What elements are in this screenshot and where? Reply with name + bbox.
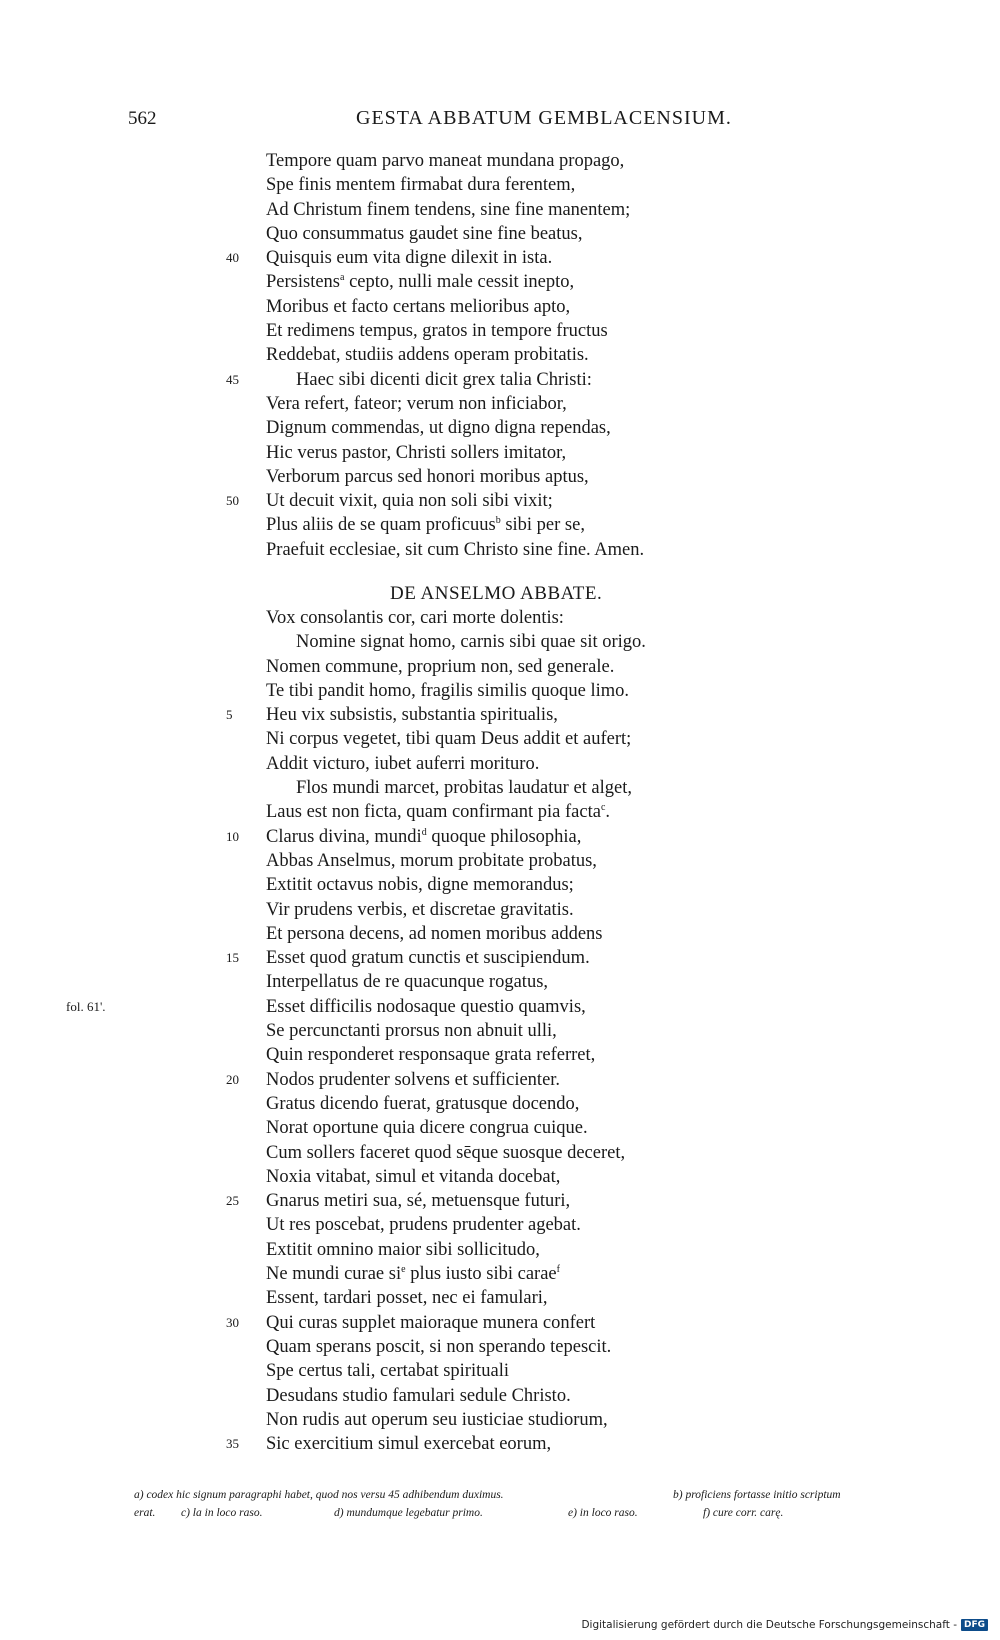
- verse-text-rest: sibi per se,: [500, 515, 585, 536]
- verse-line: [0, 465, 1000, 489]
- footnote-marker: e: [401, 1263, 406, 1275]
- verse-text-main: Vera refert, fateor; verum non inficiabor,: [266, 393, 567, 414]
- verse-text: [266, 1286, 548, 1310]
- line-number: 25: [226, 1193, 239, 1209]
- verse-text-main: Vir prudens verbis, et discretae gravitatis.: [266, 899, 574, 920]
- footnote-c: c) la in loco raso.: [181, 1507, 263, 1519]
- poem-de-anselmo: [0, 606, 1000, 1456]
- verse-text-main: Tempore quam parvo maneat mundana propago,: [266, 151, 625, 171]
- verse-line: [0, 513, 1000, 537]
- verse-text-main: Quisquis eum vita digne dilexit in ista.: [266, 248, 553, 269]
- verse-line: [0, 392, 1000, 416]
- verse-text-main: Plus aliis de se quam proficuus: [266, 515, 496, 536]
- verse-line: [0, 606, 1000, 630]
- verse-text: [266, 800, 610, 824]
- verse-line: [0, 655, 1000, 679]
- verse-text: [266, 1141, 625, 1165]
- credit-text: Digitalisierung gefördert durch die Deutsche Forschungsgemeinschaft -: [581, 1619, 957, 1631]
- verse-line: [0, 489, 1000, 513]
- line-number: 5: [226, 707, 233, 723]
- verse-text-main: Abbas Anselmus, morum probitate probatus,: [266, 850, 597, 871]
- verse-line: [0, 727, 1000, 751]
- verse-line: [0, 1043, 1000, 1067]
- verse-text-main: Spe certus tali, certabat spirituali: [266, 1361, 509, 1382]
- verse-text: [266, 1213, 581, 1237]
- verse-line: [0, 922, 1000, 946]
- verse-text: [266, 849, 597, 873]
- verse-line: [0, 630, 1000, 654]
- verse-line: [0, 270, 1000, 294]
- verse-text-main: Hic verus pastor, Christi sollers imitator,: [266, 442, 567, 463]
- verse-text: [266, 873, 574, 897]
- footnote-marker: b: [495, 515, 501, 527]
- line-number: 20: [226, 1071, 239, 1087]
- verse-text: [266, 1043, 595, 1067]
- verse-text: [266, 222, 583, 246]
- digitization-credit: [581, 1619, 988, 1631]
- poem-epitaph: [0, 149, 1000, 562]
- verse-text: [266, 1384, 571, 1408]
- verse-line: [0, 825, 1000, 849]
- verse-line: [0, 295, 1000, 319]
- verse-text: [266, 246, 552, 270]
- verse-text-main: Norat oportune quia dicere congrua cuique.: [266, 1118, 588, 1139]
- verse-line: [0, 1262, 1000, 1286]
- footnote-e: e) in loco raso.: [568, 1507, 638, 1519]
- verse-text-main: Quo consummatus gaudet sine fine beatus,: [266, 223, 583, 244]
- verse-text-main: Gnarus metiri sua, sé, metuensque futuri,: [266, 1191, 571, 1212]
- verse-line: [0, 1189, 1000, 1213]
- verse-text: [266, 1116, 588, 1140]
- footnote-marker: d: [421, 826, 427, 838]
- verse-line: [0, 873, 1000, 897]
- verse-text-rest: quoque philosophia,: [426, 826, 582, 847]
- verse-text-main: Ut decuit vixit, quia non soli sibi vixit;: [266, 491, 553, 512]
- footnote-b: b) proficiens fortasse initio scriptum: [673, 1489, 841, 1501]
- verse-text-main: Laus est non ficta, quam confirmant pia facta: [266, 802, 601, 823]
- verse-text-main: Spe finis mentem firmabat dura ferentem,: [266, 175, 576, 196]
- verse-line: [0, 946, 1000, 970]
- running-title: GESTA ABBATUM GEMBLACENSIUM.: [356, 107, 732, 129]
- verse-text-main: Te tibi pandit homo, fragilis similis quoque limo.: [266, 680, 630, 701]
- verse-text-main: Vox consolantis cor, cari morte dolentis:: [266, 608, 564, 628]
- dfg-logo: DFG: [961, 1619, 988, 1631]
- verse-line: [0, 800, 1000, 824]
- verse-text: [266, 679, 629, 703]
- verse-text: [266, 1262, 560, 1286]
- verse-line: [0, 1311, 1000, 1335]
- verse-line: [0, 222, 1000, 246]
- verse-line: [0, 343, 1000, 367]
- verse-line: [0, 1238, 1000, 1262]
- line-number: 35: [226, 1436, 239, 1452]
- footnote-b-cont: erat.: [134, 1507, 156, 1519]
- verse-text-main: Quam sperans poscit, si non sperando tepescit.: [266, 1336, 612, 1357]
- verse-text-main: Esset difficilis nodosaque questio quamvis,: [266, 996, 586, 1017]
- verse-text: [266, 1359, 509, 1383]
- verse-text-main: Extitit octavus nobis, digne memorandus;: [266, 875, 574, 896]
- verse-text: [266, 1432, 551, 1456]
- verse-text-main: Flos mundi marcet, probitas laudatur et alget,: [296, 778, 632, 799]
- verse-text-main: Nodos prudenter solvens et sufficienter.: [266, 1069, 561, 1090]
- line-number: 45: [226, 371, 239, 387]
- verse-line: [0, 173, 1000, 197]
- verse-text: [296, 776, 632, 800]
- verse-text-main: Ni corpus vegetet, tibi quam Deus addit et aufert;: [266, 729, 632, 750]
- verse-text-main: Desudans studio famulari sedule Christo.: [266, 1385, 571, 1406]
- verse-line: [0, 1359, 1000, 1383]
- verse-text: [266, 538, 644, 562]
- verse-text: [266, 898, 574, 922]
- verse-line: [0, 703, 1000, 727]
- verse-line: [0, 1019, 1000, 1043]
- verse-text-main: Se percunctanti prorsus non abnuit ulli,: [266, 1021, 557, 1042]
- verse-text-main: Heu vix subsistis, substantia spiritualis,: [266, 705, 558, 726]
- verse-text-main: Gratus dicendo fuerat, gratusque docendo,: [266, 1093, 580, 1114]
- footnote-a: a) codex hic signum paragraphi habet, quod nos versu 45 adhibendum duximus.: [134, 1489, 504, 1501]
- verse-text-main: Ut res poscebat, prudens prudenter agebat.: [266, 1215, 581, 1236]
- verse-text-rest: cepto, nulli male cessit inepto,: [344, 272, 575, 293]
- verse-text-main: Praefuit ecclesiae, sit cum Christo sine fine. Amen.: [266, 539, 645, 560]
- verse-text: [266, 295, 570, 319]
- verse-text-main: Dignum commendas, ut digno digna rependas,: [266, 418, 611, 439]
- verse-text-main: Quin responderet responsaque grata referret,: [266, 1045, 596, 1066]
- verse-text: [266, 416, 611, 440]
- verse-text: [266, 970, 548, 994]
- footnote-marker: f: [556, 1263, 560, 1275]
- verse-text-main: Ne mundi curae si: [266, 1264, 402, 1285]
- verse-text: [266, 465, 589, 489]
- verse-text: [266, 392, 567, 416]
- line-number: 30: [226, 1314, 239, 1330]
- verse-line: [0, 898, 1000, 922]
- verse-text-main: Extitit omnino maior sibi sollicitudo,: [266, 1239, 540, 1260]
- verse-line: [0, 1141, 1000, 1165]
- verse-line: [0, 1092, 1000, 1116]
- line-number: 15: [226, 950, 239, 966]
- verse-line: [0, 538, 1000, 562]
- verse-line: [0, 970, 1000, 994]
- verse-text: [266, 655, 614, 679]
- verse-text-main: Addit victuro, iubet auferri morituro.: [266, 753, 540, 774]
- verse-line: [0, 1335, 1000, 1359]
- verse-line: [0, 198, 1000, 222]
- verse-text-main: Noxia vitabat, simul et vitanda docebat,: [266, 1166, 561, 1187]
- verse-line: [0, 1408, 1000, 1432]
- footnote-d: d) mundumque legebatur primo.: [334, 1507, 483, 1519]
- verse-line: [0, 319, 1000, 343]
- verse-text: [266, 1311, 595, 1335]
- verse-text-main: Qui curas supplet maioraque munera confert: [266, 1312, 596, 1333]
- verse-line: [0, 1432, 1000, 1456]
- verse-text-main: Nomine signat homo, carnis sibi quae sit origo.: [296, 632, 646, 653]
- verse-text: [266, 319, 608, 343]
- verse-text-main: Sic exercitium simul exercebat eorum,: [266, 1434, 552, 1455]
- verse-text: [266, 1189, 570, 1213]
- verse-text-main: Clarus divina, mundi: [266, 826, 422, 847]
- verse-text-main: Reddebat, studiis addens operam probitatis.: [266, 345, 589, 366]
- verse-text-rest: plus iusto sibi carae: [405, 1264, 557, 1285]
- verse-text-main: Et redimens tempus, gratos in tempore fructus: [266, 321, 608, 342]
- verse-text: [266, 727, 631, 751]
- verse-text: [266, 703, 558, 727]
- verse-text: [266, 1165, 560, 1189]
- verse-text: [266, 1068, 560, 1092]
- verse-line: [0, 1384, 1000, 1408]
- line-number: 40: [226, 250, 239, 266]
- verse-line: [0, 246, 1000, 270]
- footnote-marker: c: [600, 802, 606, 814]
- verse-line: [0, 752, 1000, 776]
- verse-text: [296, 630, 646, 654]
- verse-text: [266, 489, 553, 513]
- verse-text-rest: .: [605, 802, 611, 823]
- footnotes: [134, 1486, 934, 1522]
- verse-text: [266, 149, 624, 173]
- verse-line: [0, 1068, 1000, 1092]
- footnote-marker: a: [340, 272, 345, 284]
- verse-text-main: Persistens: [266, 272, 340, 293]
- verse-text-main: Haec sibi dicenti dicit grex talia Christi:: [296, 369, 592, 390]
- verse-line: [0, 441, 1000, 465]
- verse-line: [0, 995, 1000, 1019]
- folio-margin-note: fol. 61'.: [66, 998, 106, 1014]
- verse-text: [266, 1019, 557, 1043]
- verse-text: [266, 173, 575, 197]
- verse-text: [266, 1092, 579, 1116]
- verse-text-main: Non rudis aut operum seu iusticiae studiorum,: [266, 1409, 608, 1430]
- verse-line: [0, 149, 1000, 173]
- verse-text: [296, 368, 592, 392]
- verse-text: [266, 1335, 611, 1359]
- verse-text: [266, 946, 590, 970]
- verse-line: [0, 1116, 1000, 1140]
- footnote-f: f) cure corr. carę.: [703, 1507, 784, 1519]
- verse-line: [0, 368, 1000, 392]
- verse-line: [0, 1213, 1000, 1237]
- verse-text: [266, 1238, 540, 1262]
- verse-text: [266, 343, 589, 367]
- verse-text-main: Et persona decens, ad nomen moribus addens: [266, 923, 603, 944]
- verse-text: [266, 1408, 608, 1432]
- page-number: 562: [128, 108, 157, 129]
- verse-line: [0, 416, 1000, 440]
- verse-text: [266, 513, 585, 537]
- verse-line: [0, 1286, 1000, 1310]
- line-number: 50: [226, 493, 239, 509]
- verse-text-main: Essent, tardari posset, nec ei famulari,: [266, 1288, 548, 1309]
- line-number: 10: [226, 828, 239, 844]
- verse-text: [266, 198, 630, 222]
- verse-text-main: Esset quod gratum cunctis et suscipiendum.: [266, 948, 590, 969]
- verse-text-main: Moribus et facto certans melioribus apto,: [266, 296, 571, 317]
- verse-text: [266, 752, 539, 776]
- verse-text: [266, 441, 566, 465]
- verse-text-main: Nomen commune, proprium non, sed generale.: [266, 656, 615, 677]
- verse-text-main: Cum sollers faceret quod sēque suosque deceret,: [266, 1142, 626, 1163]
- verse-line: [0, 1165, 1000, 1189]
- verse-text: [266, 922, 603, 946]
- verse-line: [0, 849, 1000, 873]
- verse-line: [0, 776, 1000, 800]
- verse-text: [266, 270, 574, 294]
- verse-text: [266, 995, 586, 1019]
- verse-text-main: Ad Christum finem tendens, sine fine manentem;: [266, 199, 631, 220]
- verse-text-main: Interpellatus de re quacunque rogatus,: [266, 972, 549, 993]
- verse-text-main: Verborum parcus sed honori moribus aptus,: [266, 466, 589, 487]
- verse-text: [266, 606, 564, 630]
- verse-line: [0, 679, 1000, 703]
- verse-text: [266, 825, 581, 849]
